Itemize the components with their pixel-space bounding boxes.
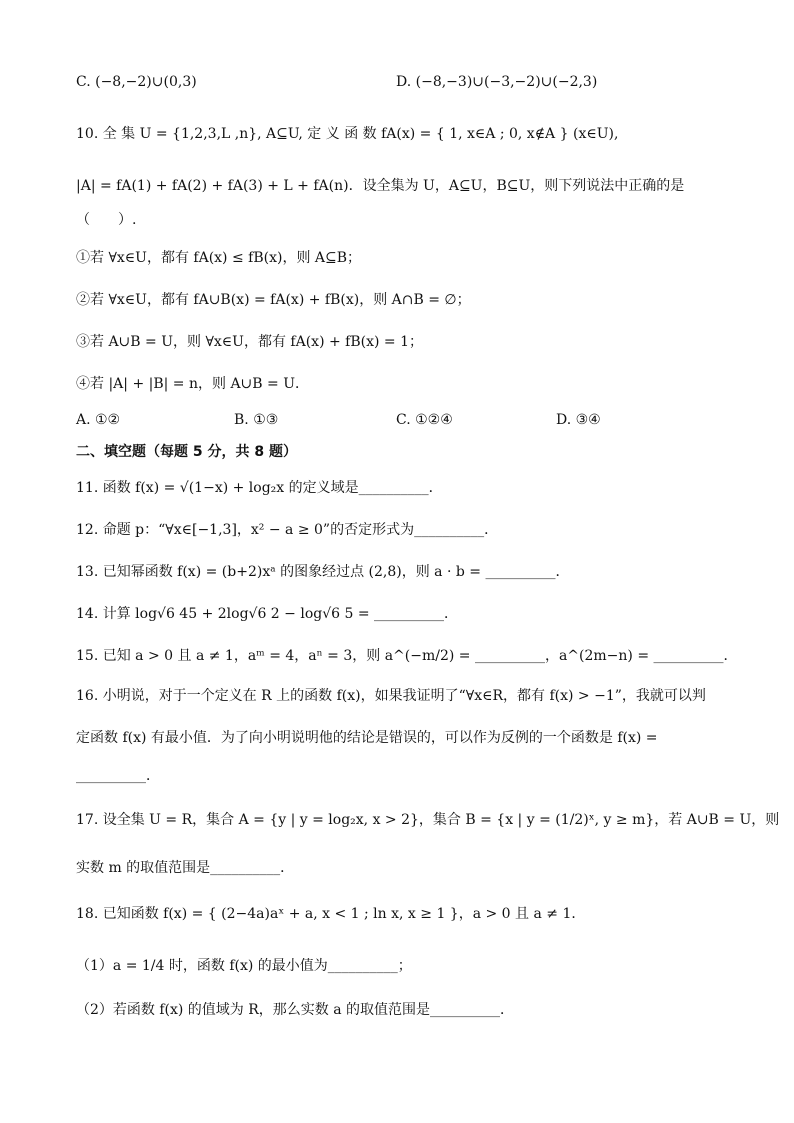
q16-line-2: 定函数 f(x) 有最小值．为了向小明说明他的结论是错误的，可以作为反例的一个函数是 f(x) =	[76, 730, 658, 746]
q10-line-2: |A| = fA(1) + fA(2) + fA(3) + L + fA(n)．设全集为 U，A⊆U，B⊆U，则下列说法中正确的是	[76, 178, 685, 194]
q16-line-1: 16. 小明说，对于一个定义在 R 上的函数 f(x)，如果我证明了“∀x∈R，都有 f(x) > −1”，我就可以判	[76, 688, 706, 704]
q15: 15. 已知 a > 0 且 a ≠ 1，aᵐ = 4，aⁿ = 3，则 a^(−m/2) = __________，a^(2m−n) = __________．	[76, 648, 738, 664]
q10-statement-4: ④若 |A| + |B| = n，则 A∪B = U．	[76, 376, 310, 392]
q17-line-1: 17. 设全集 U = R，集合 A = {y | y = log₂x, x > 2}，集合 B = {x | y = (1/2)ˣ, y ≥ m}，若 A∪B = U，则	[76, 812, 780, 828]
q10-option-c: C. ①②④	[396, 412, 453, 428]
q10-option-a: A. ①②	[76, 412, 121, 428]
q10-option-b: B. ①③	[234, 412, 279, 428]
q17-line-2: 实数 m 的取值范围是__________．	[76, 860, 295, 876]
q9-options	[76, 72, 726, 92]
q16-line-3: __________．	[76, 768, 160, 784]
q10-line-1: 10. 全 集 U = {1,2,3,L ,n}, A⊆U, 定 义 函 数 fA(x) = { 1, x∈A ; 0, x∉A } (x∈U),	[76, 126, 619, 142]
q11: 11. 函数 f(x) = √(1−x) + log₂x 的定义域是__________．	[76, 480, 443, 496]
q12: 12. 命题 p：“∀x∈[−1,3]，x² − a ≥ 0”的否定形式为__________．	[76, 522, 499, 538]
q10-options	[76, 410, 726, 430]
q9-option-c: C. (−8,−2)∪(0,3)	[76, 74, 197, 90]
q13: 13. 已知幂函数 f(x) = (b+2)xᵃ 的图象经过点 (2,8)，则 a · b = __________．	[76, 564, 570, 580]
q9-option-d: D. (−8,−3)∪(−3,−2)∪(−2,3)	[396, 74, 598, 90]
q10-statement-3: ③若 A∪B = U，则 ∀x∈U，都有 fA(x) + fB(x) = 1；	[76, 334, 423, 350]
q18-line-1: 18. 已知函数 f(x) = { (2−4a)aˣ + a, x < 1 ; ln x, x ≥ 1 }，a > 0 且 a ≠ 1．	[76, 906, 586, 922]
section-heading: 二、填空题（每题 5 分，共 8 题）	[76, 444, 297, 460]
q18-part-1: （1）a = 1/4 时，函数 f(x) 的最小值为__________；	[76, 958, 412, 974]
q18-part-2: （2）若函数 f(x) 的值域为 R，那么实数 a 的取值范围是__________．	[76, 1002, 515, 1018]
q10-statement-2: ②若 ∀x∈U，都有 fA∪B(x) = fA(x) + fB(x)，则 A∩B = ∅；	[76, 292, 471, 308]
q10-statement-1: ①若 ∀x∈U，都有 fA(x) ≤ fB(x)，则 A⊆B；	[76, 250, 362, 266]
q10-option-d: D. ③④	[556, 412, 601, 428]
q14: 14. 计算 log√6 45 + 2log√6 2 − log√6 5 = __________．	[76, 606, 459, 622]
q10-line-3: （ ）.	[76, 212, 137, 228]
